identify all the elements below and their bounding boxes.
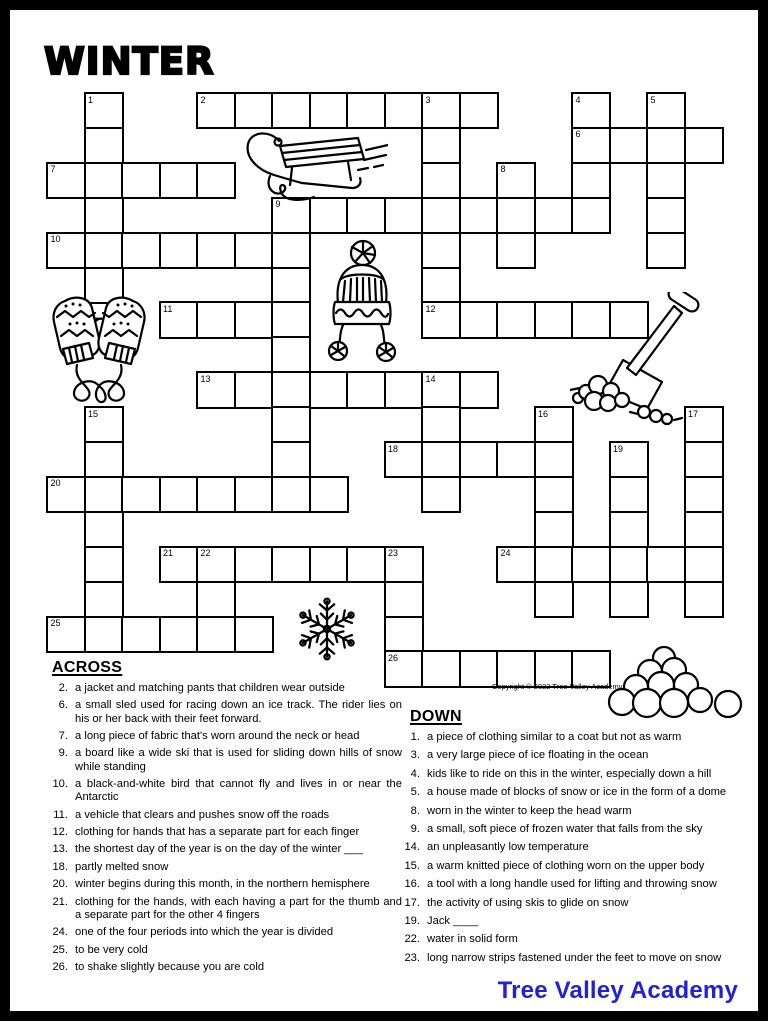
grid-cell [609, 511, 649, 548]
clue-text: kids like to ride on this in the winter, especially down a hill [427, 767, 712, 780]
clue-text: a black-and-white bird that cannot fly and lives in or near the Antarctic [75, 777, 402, 804]
clue-text: a small sled used for racing down an ice track. The rider lies on his or her back with their feet forward. [75, 699, 402, 725]
clue-number: 18. [52, 860, 68, 873]
grid-cell-number: 2 [200, 94, 206, 105]
grid-cell [271, 546, 311, 583]
clue-text: clothing for hands that has a separate part for each finger [75, 825, 360, 838]
grid-cell-number: 4 [575, 94, 581, 105]
grid-cell [84, 441, 124, 478]
down-section [398, 708, 762, 970]
grid-cell [384, 546, 424, 583]
grid-cell [684, 581, 724, 618]
grid-cell [84, 232, 124, 269]
grid-cell [234, 371, 274, 408]
clue-number: 23. [404, 951, 420, 964]
grid-cell-number: 13 [200, 373, 211, 384]
grid-cell [459, 441, 499, 478]
clue-text: a vehicle that clears and pushes snow off the roads [75, 808, 330, 821]
grid-cell [159, 476, 199, 513]
clue-number: 10. [52, 777, 68, 790]
grid-cell-number: 15 [88, 408, 99, 419]
grid-cell [234, 301, 274, 338]
clue-text: the activity of using skis to glide on snow [427, 896, 629, 909]
clue-item [46, 826, 402, 839]
grid-cell [571, 92, 611, 129]
clue-number: 25. [52, 943, 68, 956]
clue-item [398, 786, 762, 799]
grid-cell [459, 301, 499, 338]
grid-cell [309, 476, 349, 513]
grid-cell [271, 371, 311, 408]
grid-cell [196, 581, 236, 618]
grid-cell [234, 546, 274, 583]
clue-text: an unpleasantly low temperature [427, 841, 589, 854]
clue-item [46, 699, 402, 725]
clue-text: to be very cold [75, 943, 148, 956]
across-section [46, 659, 402, 978]
clue-text: long narrow strips fastened under the feet to move on snow [427, 951, 722, 964]
copyright-note: Copyright © 2022 Tree Valley Academy [492, 682, 623, 691]
snow-shovel-image [570, 292, 702, 426]
grid-cell [571, 127, 611, 164]
grid-cell-number: 24 [500, 548, 511, 559]
grid-cell [534, 301, 574, 338]
clue-item [398, 841, 762, 854]
grid-cell [46, 476, 86, 513]
clue-number: 9. [58, 747, 68, 760]
clue-number: 8. [410, 804, 420, 817]
grid-cell [234, 476, 274, 513]
grid-cell [159, 162, 199, 199]
grid-cell [271, 336, 311, 373]
grid-cell [459, 371, 499, 408]
mittens-image [44, 290, 154, 406]
clue-item [46, 896, 402, 922]
grid-cell [384, 371, 424, 408]
clue-text: a warm knitted piece of clothing worn on the upper body [427, 859, 705, 872]
grid-cell [159, 546, 199, 583]
grid-cell-number: 14 [425, 373, 436, 384]
grid-cell [609, 476, 649, 513]
page-title: WINTER [44, 40, 215, 83]
grid-cell [421, 127, 461, 164]
clue-number: 20. [52, 878, 68, 891]
grid-cell [271, 301, 311, 338]
grid-cell [121, 616, 161, 653]
clue-number: 21. [52, 895, 68, 908]
grid-cell [84, 92, 124, 129]
clue-number: 19. [404, 914, 420, 927]
grid-cell [646, 546, 686, 583]
clue-item [398, 731, 762, 744]
down-clue-list [398, 731, 762, 965]
grid-cell [46, 232, 86, 269]
grid-cell [384, 92, 424, 129]
grid-cell [384, 581, 424, 618]
grid-cell-number: 7 [50, 164, 56, 175]
across-clue-list [46, 682, 402, 974]
grid-cell [421, 232, 461, 269]
grid-cell [534, 197, 574, 234]
clue-text: a house made of blocks of snow or ice in the form of a dome [427, 786, 727, 799]
grid-cell [46, 616, 86, 653]
clue-text: Jack ____ [427, 914, 478, 927]
grid-cell-number: 22 [200, 548, 211, 559]
grid-cell [421, 301, 461, 338]
clue-item [398, 860, 762, 873]
clue-item [398, 823, 762, 836]
grid-cell [84, 476, 124, 513]
clue-text: a very large piece of ice floating in the ocean [427, 749, 649, 762]
grid-cell [309, 197, 349, 234]
clue-text: a long piece of fabric that's worn around the neck or head [75, 729, 360, 742]
grid-cell [534, 476, 574, 513]
clue-text: a tool with a long handle used for lifting and throwing snow [427, 878, 717, 891]
grid-cell [421, 441, 461, 478]
grid-cell [684, 476, 724, 513]
grid-cell [459, 197, 499, 234]
clue-number: 13. [52, 843, 68, 856]
grid-cell [496, 197, 536, 234]
clue-text: water in solid form [427, 933, 518, 946]
grid-cell [309, 92, 349, 129]
grid-cell-number: 6 [575, 129, 581, 140]
grid-cell [84, 197, 124, 234]
grid-cell [234, 92, 274, 129]
grid-cell [121, 162, 161, 199]
grid-cell [196, 301, 236, 338]
grid-cell [271, 441, 311, 478]
grid-cell-number: 21 [163, 548, 174, 559]
clue-item [46, 809, 402, 822]
grid-cell [309, 371, 349, 408]
grid-cell [646, 127, 686, 164]
clue-number: 24. [52, 926, 68, 939]
down-heading: DOWN [410, 708, 462, 725]
grid-cell [534, 511, 574, 548]
clue-item [46, 843, 402, 856]
grid-cell [346, 92, 386, 129]
clue-item [46, 961, 402, 974]
grid-cell [234, 616, 274, 653]
grid-cell [496, 546, 536, 583]
grid-cell [571, 162, 611, 199]
clue-item [398, 952, 762, 965]
grid-cell [196, 92, 236, 129]
grid-cell [384, 441, 424, 478]
grid-cell [271, 232, 311, 269]
grid-cell [571, 546, 611, 583]
grid-cell [571, 197, 611, 234]
winter-hat-image [318, 238, 406, 362]
grid-cell [84, 127, 124, 164]
grid-cell [84, 406, 124, 443]
clue-item [46, 944, 402, 957]
grid-cell [309, 546, 349, 583]
grid-cell [684, 546, 724, 583]
grid-cell-number: 25 [50, 618, 61, 628]
grid-cell [384, 616, 424, 653]
grid-cell [346, 197, 386, 234]
grid-cell [159, 232, 199, 269]
grid-cell [421, 476, 461, 513]
grid-cell [496, 232, 536, 269]
clue-item [398, 897, 762, 910]
grid-cell-number: 1 [88, 94, 94, 105]
grid-cell [534, 546, 574, 583]
grid-cell-number: 17 [688, 408, 699, 419]
grid-cell [271, 92, 311, 129]
grid-cell [196, 616, 236, 653]
grid-cell [534, 441, 574, 478]
grid-cell [421, 197, 461, 234]
grid-cell [684, 127, 724, 164]
clue-number: 7. [58, 729, 68, 742]
grid-cell [421, 92, 461, 129]
grid-cell [421, 371, 461, 408]
grid-cell [609, 581, 649, 618]
clue-number: 2. [58, 682, 68, 694]
grid-cell [421, 162, 461, 199]
grid-cell [196, 232, 236, 269]
grid-cell [684, 441, 724, 478]
grid-cell [609, 546, 649, 583]
site-brand: Tree Valley Academy [497, 977, 738, 1004]
clue-number: 15. [404, 859, 420, 872]
grid-cell-number: 26 [388, 652, 399, 663]
grid-cell [346, 371, 386, 408]
clue-item [46, 747, 402, 773]
clue-text: a small, soft piece of frozen water that falls from the sky [427, 822, 703, 835]
clue-number: 26. [52, 960, 68, 973]
grid-cell [196, 162, 236, 199]
across-heading: ACROSS [52, 659, 123, 676]
clue-text: worn in the winter to keep the head warm [427, 804, 632, 817]
sled-image [236, 128, 388, 202]
clue-number: 17. [404, 896, 420, 909]
clue-text: partly melted snow [75, 860, 169, 873]
grid-cell [234, 232, 274, 269]
grid-cell [421, 267, 461, 304]
grid-cell [84, 162, 124, 199]
snowflake-image [291, 593, 363, 665]
grid-cell [271, 476, 311, 513]
clue-text: to shake slightly because you are cold [75, 960, 265, 973]
grid-cell [534, 581, 574, 618]
grid-cell [196, 476, 236, 513]
clue-item [398, 915, 762, 928]
grid-cell [84, 511, 124, 548]
grid-cell-number: 10 [50, 234, 61, 245]
grid-cell [84, 546, 124, 583]
clue-item [398, 933, 762, 946]
clue-number: 16. [404, 878, 420, 891]
clue-text: winter begins during this month, in the northern hemisphere [75, 878, 370, 891]
grid-cell [159, 301, 199, 338]
grid-cell [459, 92, 499, 129]
grid-cell-number: 5 [650, 94, 656, 105]
grid-cell [646, 232, 686, 269]
clue-number: 9. [410, 822, 420, 835]
grid-cell-number: 11 [163, 303, 173, 314]
grid-cell [496, 441, 536, 478]
clue-number: 3. [410, 749, 420, 762]
clue-item [398, 749, 762, 762]
grid-cell [609, 127, 649, 164]
clue-number: 22. [404, 933, 420, 946]
clue-item [398, 768, 762, 781]
grid-cell [496, 162, 536, 199]
grid-cell [384, 197, 424, 234]
grid-cell [196, 546, 236, 583]
clue-number: 12. [52, 825, 68, 838]
grid-cell [271, 267, 311, 304]
grid-cell [159, 616, 199, 653]
clue-text: the shortest day of the year is on the day of the winter ___ [75, 843, 363, 856]
clue-item [46, 682, 402, 695]
grid-cell [646, 197, 686, 234]
grid-cell [496, 301, 536, 338]
clue-item [398, 805, 762, 818]
grid-cell [646, 92, 686, 129]
clue-number: 5. [410, 786, 420, 799]
grid-cell-number: 8 [500, 164, 506, 175]
grid-cell [609, 441, 649, 478]
grid-cell [421, 406, 461, 443]
grid-cell-number: 18 [388, 443, 399, 454]
grid-cell [271, 406, 311, 443]
grid-cell-number: 19 [613, 443, 624, 454]
grid-cell [121, 476, 161, 513]
clue-text: one of the four periods into which the year is divided [75, 926, 334, 939]
clue-number: 14. [404, 841, 420, 854]
clue-number: 11. [53, 808, 68, 821]
clue-number: 1. [410, 731, 420, 743]
clue-item [46, 861, 402, 874]
clue-item [46, 778, 402, 804]
grid-cell-number: 23 [388, 548, 399, 559]
clue-number: 6. [58, 699, 68, 712]
grid-cell-number: 20 [50, 478, 61, 489]
clue-text: a board like a wide ski that is used for sliding down hills of snow while standing [75, 747, 402, 773]
grid-cell [684, 511, 724, 548]
clue-text: a jacket and matching pants that children wear outside [75, 682, 345, 694]
grid-cell [84, 581, 124, 618]
grid-cell [534, 406, 574, 443]
grid-cell [271, 197, 311, 234]
grid-cell-number: 16 [538, 408, 549, 419]
grid-cell [196, 371, 236, 408]
grid-cell-number: 9 [275, 199, 281, 210]
grid-cell [646, 162, 686, 199]
clue-text: a piece of clothing similar to a coat but not as warm [427, 731, 682, 743]
clue-item [46, 730, 402, 743]
grid-cell [84, 616, 124, 653]
clue-item [46, 926, 402, 939]
grid-cell-number: 3 [425, 94, 431, 105]
clue-text: clothing for the hands, with each having a part for the thumb and a separate part for the other 4 fingers [75, 895, 402, 921]
grid-cell-number: 12 [425, 303, 436, 314]
grid-cell [121, 232, 161, 269]
grid-cell [46, 162, 86, 199]
clue-item [398, 878, 762, 891]
clue-item [46, 878, 402, 891]
clue-number: 4. [410, 767, 420, 780]
grid-cell [421, 650, 461, 687]
grid-cell [346, 546, 386, 583]
